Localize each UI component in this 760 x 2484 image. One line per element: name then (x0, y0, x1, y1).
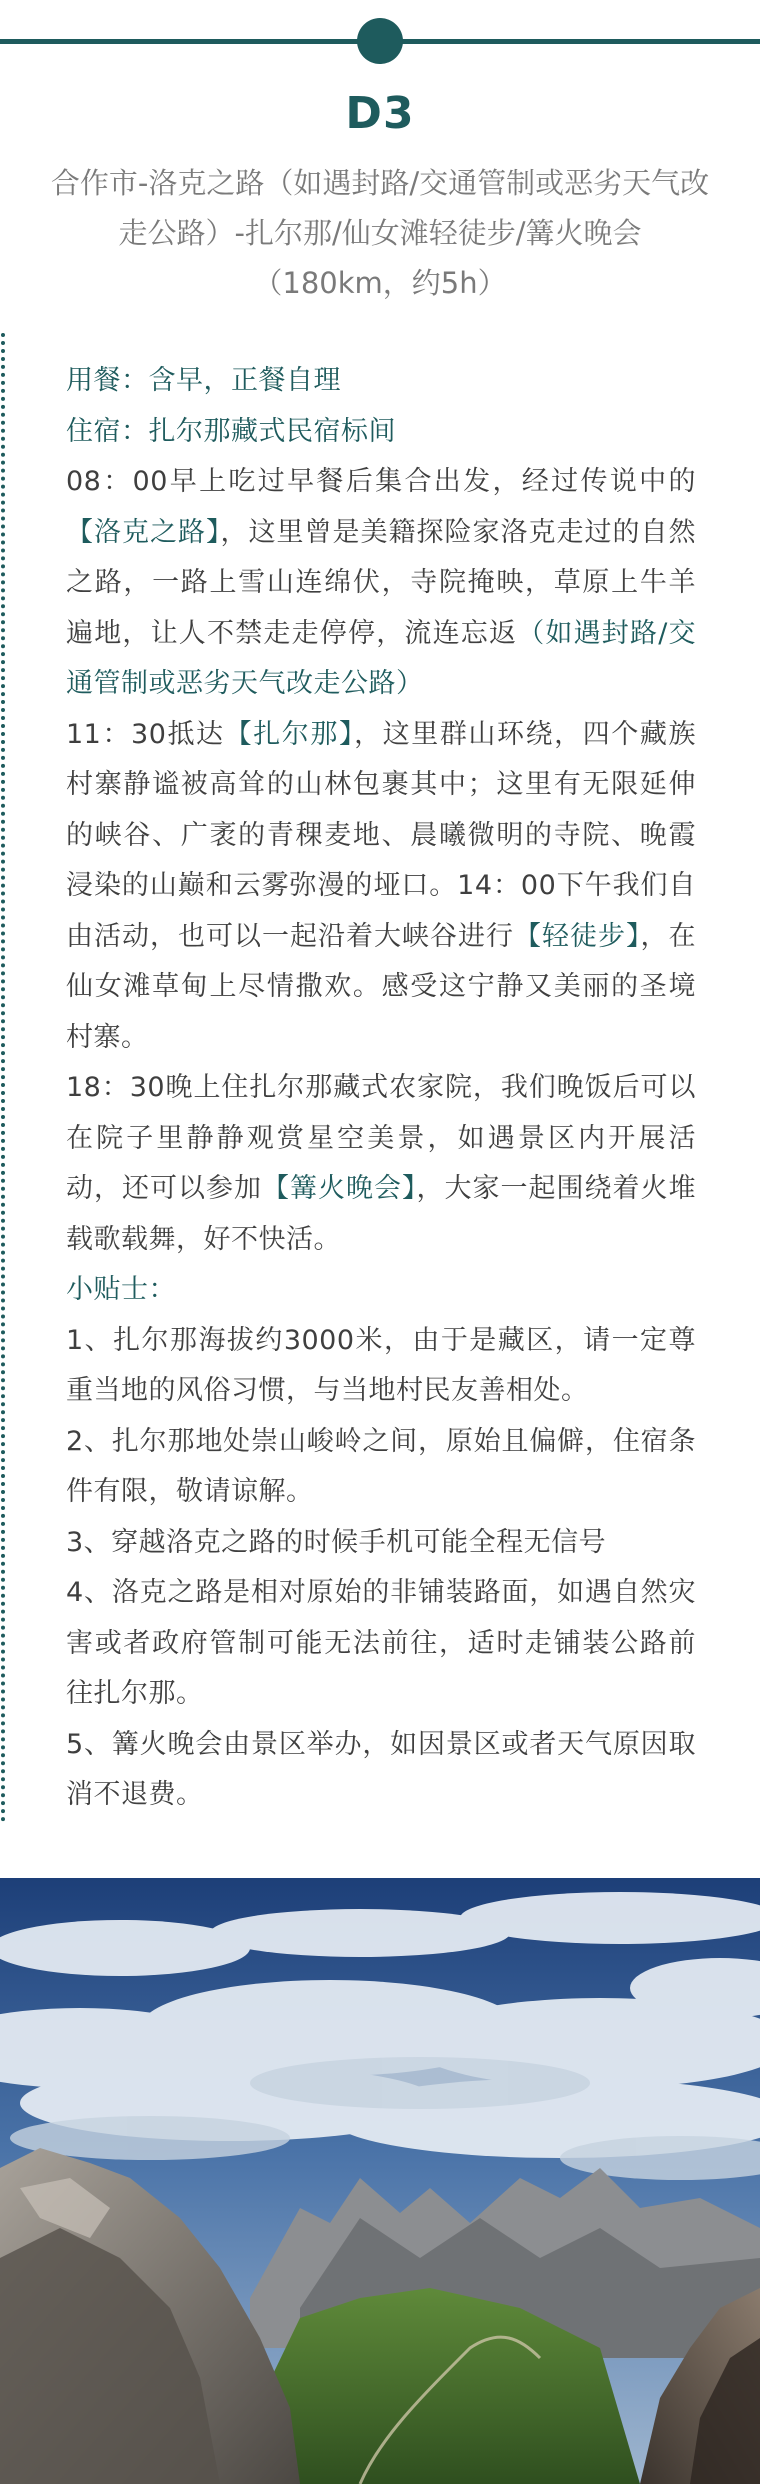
itinerary-text: ，这里群山环绕，四个藏族村寨静谧被高耸的山林包裹其中；这里有无限延伸的峡谷、广袤的青稞麦地、晨曦微明的寺院、晚霞浸染的山巅和云雾弥漫的垭口。14：00下午我们自由活动，也可以一起沿着大峡谷进行 (66, 718, 697, 952)
stay-info: 住宿：扎尔那藏式民宿标间 (66, 415, 396, 447)
meals-info: 用餐：含早，正餐自理 (66, 365, 341, 396)
itinerary-text: ，大家一起围绕着火堆载歌载舞，好不快活。 (66, 1173, 696, 1255)
itinerary-noon (66, 710, 696, 1064)
tip-item: 1、扎尔那海拔约3000米，由于是藏区，请一定尊重当地的风俗习惯，与当地村民友善相处。 (66, 1324, 696, 1406)
tip-item: 4、洛克之路是相对原始的非铺装路面，如遇自然灾害或者政府管制可能无法前往，适时走铺装公路前往扎尔那。 (66, 1577, 696, 1709)
route-subtitle: 合作市-洛克之路（如遇封路/交通管制或恶劣天气改走公路）-扎尔那/仙女滩轻徒步/篝火晚会（180km，约5h） (50, 166, 710, 300)
itinerary-text: 08：00早上吃过早餐后集合出发，经过传说中的 (66, 466, 696, 497)
itinerary-evening (66, 1063, 696, 1265)
highlight-luoke-road: 【洛克之路】 (66, 516, 221, 548)
tips-title: 小贴士： (66, 1274, 176, 1305)
header-dot (357, 18, 403, 64)
dotted-side-border (1, 333, 5, 1823)
day-content (66, 356, 696, 1821)
road-closure-note: （如遇封路/交通管制或恶劣天气改走公路） (66, 617, 696, 699)
tip-item: 2、扎尔那地处崇山峻岭之间，原始且偏僻，住宿条件有限，敬请谅解。 (66, 1425, 696, 1507)
mountain-valley-photo (0, 1878, 760, 2484)
highlight-bonfire: 【篝火晚会】 (262, 1173, 417, 1204)
highlight-zhaerna: 【扎尔那】 (224, 718, 355, 750)
day-title: D3 (345, 88, 415, 139)
itinerary-text: 18：30晚上住扎尔那藏式农家院，我们晚饭后可以在院子里静静观赏星空美景，如遇景区内开展活动，还可以参加 (66, 1072, 696, 1204)
tip-item: 5、篝火晚会由景区举办，如因景区或者天气原因取消不退费。 (66, 1728, 696, 1810)
itinerary-text: ，在仙女滩草甸上尽情撒欢。感受这宁静又美丽的圣境村寨。 (66, 920, 696, 1053)
itinerary-text: ，这里曾是美籍探险家洛克走过的自然之路，一路上雪山连绵伏，寺院掩映，草原上牛羊遍地，让人不禁走走停停，流连忘返 (66, 516, 696, 649)
itinerary-text: 11：30抵达 (66, 718, 225, 750)
landscape-illustration (0, 1878, 760, 2484)
itinerary-morning (66, 457, 696, 710)
tip-item: 3、穿越洛克之路的时候手机可能全程无信号 (66, 1526, 607, 1558)
highlight-hiking: 【轻徒步】 (514, 920, 641, 952)
